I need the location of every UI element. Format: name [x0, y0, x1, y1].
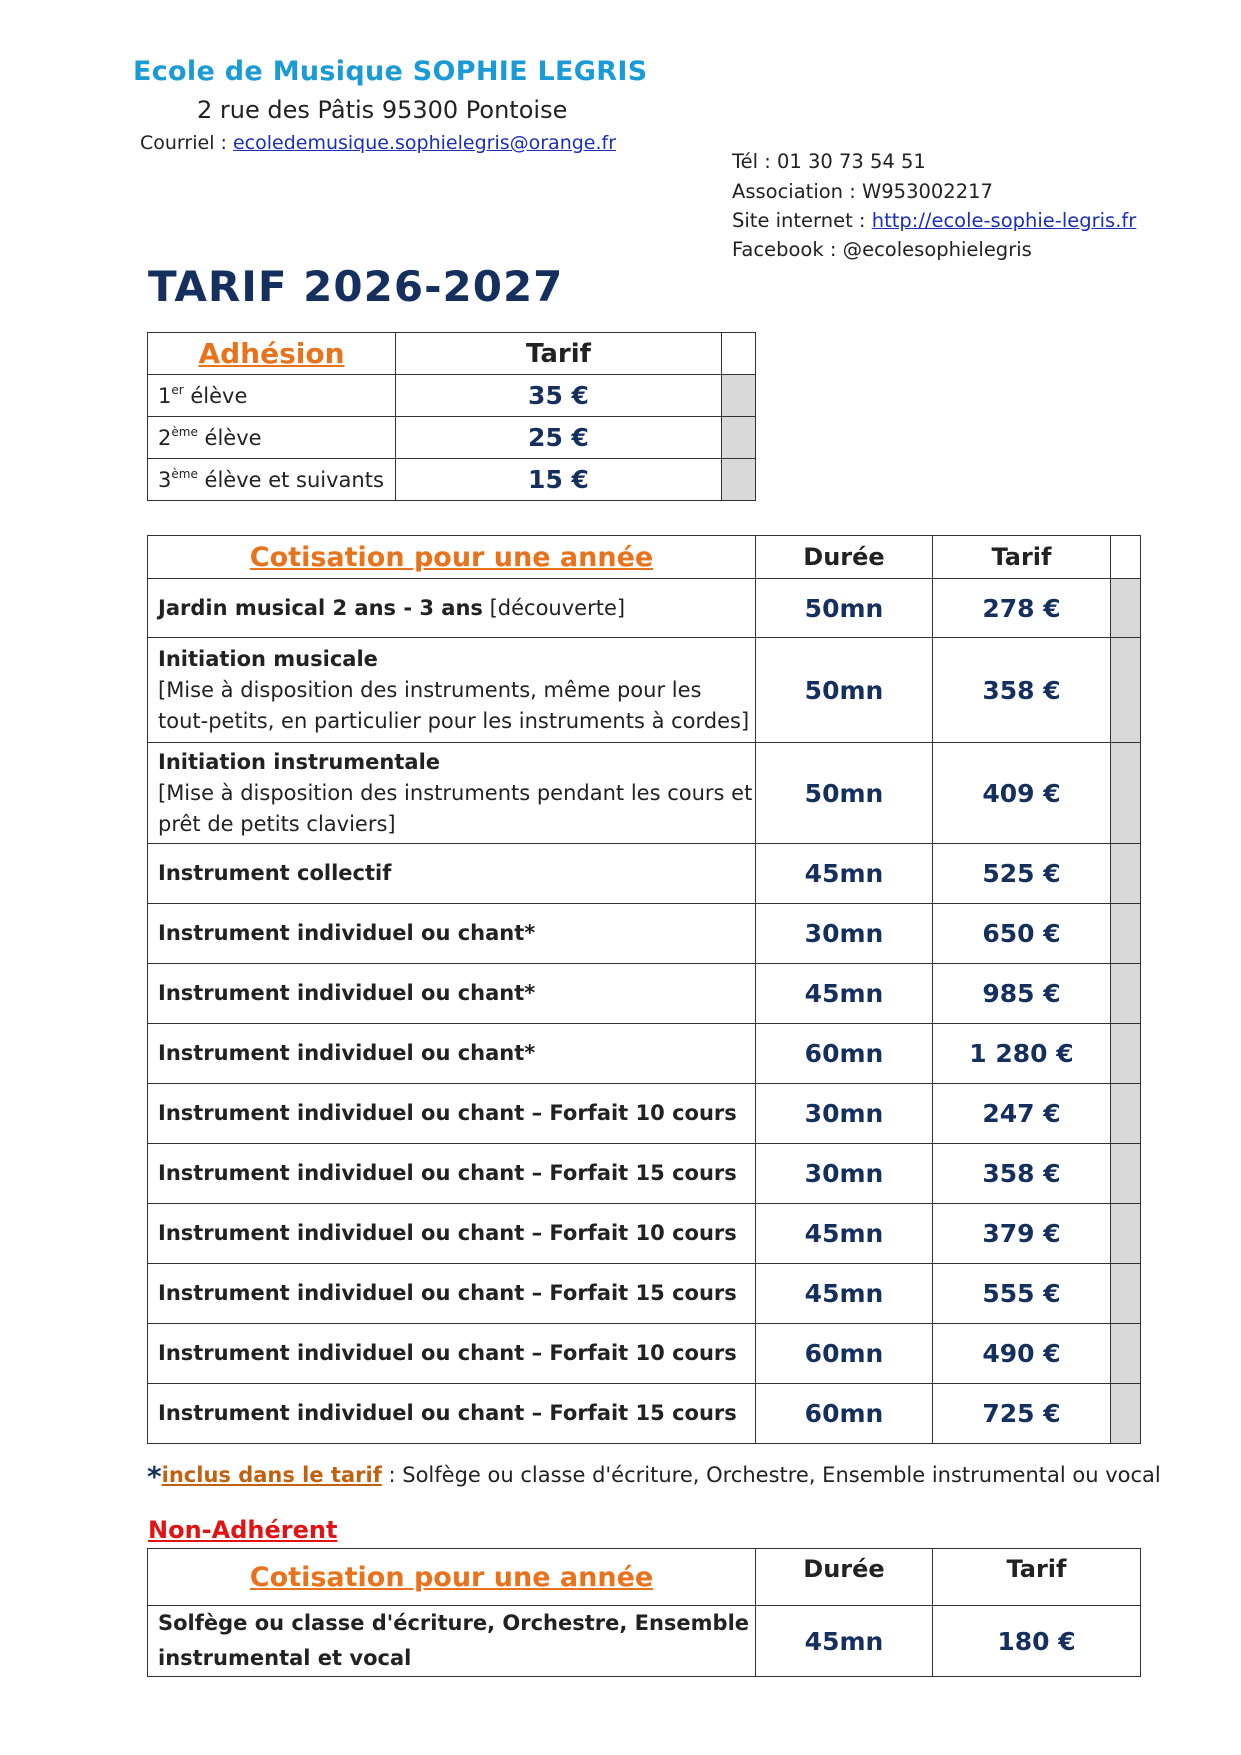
- adhesion-row-label: [148, 375, 396, 417]
- cotisation-row-duree: 60mn: [756, 1324, 933, 1384]
- adhesion-row: [148, 459, 756, 501]
- cotisation-row: [148, 743, 1141, 844]
- non-adherent-row-label: [148, 1606, 756, 1677]
- adhesion-row-price: 15 €: [396, 459, 722, 501]
- cotisation-row-check[interactable]: [1111, 1024, 1141, 1084]
- cotisation-row-title: Instrument individuel ou chant – Forfait 15 cours: [158, 1161, 737, 1185]
- cotisation-row-label: [148, 904, 756, 964]
- cotisation-row-label: [148, 579, 756, 638]
- adhesion-row: [148, 417, 756, 459]
- cotisation-row-duree: 50mn: [756, 579, 933, 638]
- cotisation-row: [148, 1144, 1141, 1204]
- adhesion-row-sup: ème: [171, 424, 198, 439]
- cotisation-row-label: [148, 1204, 756, 1264]
- cotisation-row: [148, 1324, 1141, 1384]
- cotisation-row-duree: 30mn: [756, 1084, 933, 1144]
- contact-tel: Tél : 01 30 73 54 51: [732, 150, 926, 173]
- adhesion-row-check[interactable]: [722, 375, 756, 417]
- adhesion-row-check[interactable]: [722, 459, 756, 501]
- adhesion-row-text: élève: [183, 383, 248, 408]
- cotisation-row-label: [148, 964, 756, 1024]
- cotisation-row-label: [148, 1144, 756, 1204]
- cotisation-row-price: 358 €: [933, 638, 1111, 743]
- cotisation-row-check[interactable]: [1111, 964, 1141, 1024]
- footnote-star: *: [147, 1460, 162, 1493]
- cotisation-row: [148, 1084, 1141, 1144]
- cotisation-row: [148, 844, 1141, 904]
- adhesion-row-label: [148, 417, 396, 459]
- adhesion-row-num: 3: [158, 467, 172, 492]
- cotisation-row-check[interactable]: [1111, 1384, 1141, 1444]
- cotisation-row-desc: [Mise à disposition des instruments pendant les cours et prêt de petits claviers]: [158, 780, 753, 836]
- cotisation-row-check[interactable]: [1111, 1084, 1141, 1144]
- cotisation-row-title: Instrument individuel ou chant*: [158, 921, 536, 945]
- cotisation-row-label: [148, 1384, 756, 1444]
- adhesion-row-text: élève et suivants: [197, 467, 384, 492]
- footnote-text: : Solfège ou classe d'écriture, Orchestre, Ensemble instrumental ou vocal: [381, 1463, 1161, 1487]
- cotisation-row-title: Instrument individuel ou chant*: [158, 981, 536, 1005]
- contact-facebook: Facebook : @ecolesophielegris: [732, 238, 1032, 261]
- cotisation-row-duree: 50mn: [756, 743, 933, 844]
- cotisation-row-check[interactable]: [1111, 1324, 1141, 1384]
- cotisation-row-check[interactable]: [1111, 638, 1141, 743]
- cotisation-row-duree: 45mn: [756, 1264, 933, 1324]
- footnote: [147, 1460, 1161, 1493]
- cotisation-row-title: Jardin musical 2 ans - 3 ans: [158, 595, 483, 620]
- cotisation-header-duree: Durée: [756, 536, 933, 579]
- cotisation-row: [148, 579, 1141, 638]
- cotisation-row-duree: 30mn: [756, 1144, 933, 1204]
- non-adherent-header-duree: Durée: [756, 1549, 933, 1606]
- cotisation-row-duree: 50mn: [756, 638, 933, 743]
- adhesion-row-text: élève: [197, 425, 262, 450]
- cotisation-row: [148, 964, 1141, 1024]
- site-label: Site internet :: [732, 209, 866, 232]
- adhesion-row-num: 1: [158, 383, 172, 408]
- adhesion-row-price: 25 €: [396, 417, 722, 459]
- cotisation-row-title: Instrument individuel ou chant – Forfait 10 cours: [158, 1341, 737, 1365]
- email-link[interactable]: ecoledemusique.sophielegris@orange.fr: [232, 132, 617, 154]
- adhesion-header-tarif: Tarif: [396, 333, 722, 375]
- cotisation-row-price: 650 €: [933, 904, 1111, 964]
- cotisation-row-label: [148, 638, 756, 743]
- cotisation-row-duree: 45mn: [756, 964, 933, 1024]
- cotisation-row-duree: 60mn: [756, 1024, 933, 1084]
- cotisation-header-label: Cotisation pour une année: [148, 536, 756, 579]
- cotisation-row-title: Instrument individuel ou chant – Forfait 15 cours: [158, 1281, 737, 1305]
- cotisation-row: [148, 1264, 1141, 1324]
- email-label: Courriel :: [140, 132, 227, 154]
- email-line: [140, 132, 616, 154]
- cotisation-row-title: Instrument collectif: [158, 861, 392, 885]
- page-title: TARIF 2026-2027: [148, 262, 564, 311]
- cotisation-row-extra: [découverte]: [482, 595, 626, 620]
- cotisation-row: [148, 1384, 1141, 1444]
- cotisation-row-check[interactable]: [1111, 1204, 1141, 1264]
- cotisation-row-price: 555 €: [933, 1264, 1111, 1324]
- non-adherent-label: Non-Adhérent: [148, 1516, 338, 1544]
- cotisation-row-price: 247 €: [933, 1084, 1111, 1144]
- non-adherent-row-title: Solfège ou classe d'écriture, Orchestre, Ensemble instrumental et vocal: [158, 1611, 750, 1670]
- cotisation-row-price: 725 €: [933, 1384, 1111, 1444]
- cotisation-row-check[interactable]: [1111, 743, 1141, 844]
- cotisation-row-duree: 45mn: [756, 844, 933, 904]
- cotisation-row-price: 490 €: [933, 1324, 1111, 1384]
- cotisation-row: [148, 1204, 1141, 1264]
- cotisation-row-label: [148, 1324, 756, 1384]
- cotisation-table: [147, 535, 1141, 1444]
- cotisation-row-price: 409 €: [933, 743, 1111, 844]
- adhesion-header-check: [722, 333, 756, 375]
- cotisation-row-title: Initiation musicale: [158, 646, 378, 671]
- cotisation-row-check[interactable]: [1111, 1144, 1141, 1204]
- adhesion-row-sup: er: [171, 382, 184, 397]
- cotisation-row-check[interactable]: [1111, 579, 1141, 638]
- non-adherent-row-duree: 45mn: [756, 1606, 933, 1677]
- cotisation-row-title: Instrument individuel ou chant – Forfait 10 cours: [158, 1221, 737, 1245]
- cotisation-row-duree: 60mn: [756, 1384, 933, 1444]
- adhesion-table: [147, 332, 756, 501]
- contact-site: [732, 209, 1136, 232]
- cotisation-row-check[interactable]: [1111, 844, 1141, 904]
- adhesion-row-sup: ème: [171, 466, 198, 481]
- cotisation-row-price: 525 €: [933, 844, 1111, 904]
- cotisation-row-price: 985 €: [933, 964, 1111, 1024]
- cotisation-row-label: [148, 844, 756, 904]
- non-adherent-table: [147, 1548, 1141, 1677]
- cotisation-row-price: 379 €: [933, 1204, 1111, 1264]
- cotisation-row-title: Instrument individuel ou chant*: [158, 1041, 536, 1065]
- cotisation-row-desc: [Mise à disposition des instruments, même pour les tout-petits, en particulier pour les instruments à cordes]: [158, 677, 750, 733]
- cotisation-row-label: [148, 743, 756, 844]
- cotisation-row-title: Initiation instrumentale: [158, 749, 441, 774]
- cotisation-row-label: [148, 1264, 756, 1324]
- adhesion-row-label: [148, 459, 396, 501]
- cotisation-header-tarif: Tarif: [933, 536, 1111, 579]
- cotisation-row-price: 278 €: [933, 579, 1111, 638]
- cotisation-row-duree: 30mn: [756, 904, 933, 964]
- non-adherent-header-tarif: Tarif: [933, 1549, 1141, 1606]
- cotisation-row-label: [148, 1084, 756, 1144]
- cotisation-row: [148, 638, 1141, 743]
- adhesion-header-label: Adhésion: [148, 333, 396, 375]
- cotisation-row-price: 1 280 €: [933, 1024, 1111, 1084]
- adhesion-row-num: 2: [158, 425, 172, 450]
- cotisation-row-check[interactable]: [1111, 1264, 1141, 1324]
- cotisation-row: [148, 904, 1141, 964]
- cotisation-header-check: [1111, 536, 1141, 579]
- cotisation-row: [148, 1024, 1141, 1084]
- adhesion-row: [148, 375, 756, 417]
- cotisation-row-price: 358 €: [933, 1144, 1111, 1204]
- site-link[interactable]: http://ecole-sophie-legris.fr: [871, 209, 1137, 232]
- cotisation-row-title: Instrument individuel ou chant – Forfait 15 cours: [158, 1401, 737, 1425]
- school-name: Ecole de Musique SOPHIE LEGRIS: [133, 56, 648, 87]
- cotisation-row-label: [148, 1024, 756, 1084]
- adhesion-row-check[interactable]: [722, 417, 756, 459]
- cotisation-row-check[interactable]: [1111, 904, 1141, 964]
- contact-association: Association : W953002217: [732, 180, 993, 203]
- cotisation-row-title: Instrument individuel ou chant – Forfait 10 cours: [158, 1101, 737, 1125]
- non-adherent-header-label: Cotisation pour une année: [148, 1549, 756, 1606]
- non-adherent-row-price: 180 €: [933, 1606, 1141, 1677]
- cotisation-row-duree: 45mn: [756, 1204, 933, 1264]
- school-address: 2 rue des Pâtis 95300 Pontoise: [197, 96, 568, 124]
- footnote-included-label: inclus dans le tarif: [161, 1463, 382, 1487]
- adhesion-row-price: 35 €: [396, 375, 722, 417]
